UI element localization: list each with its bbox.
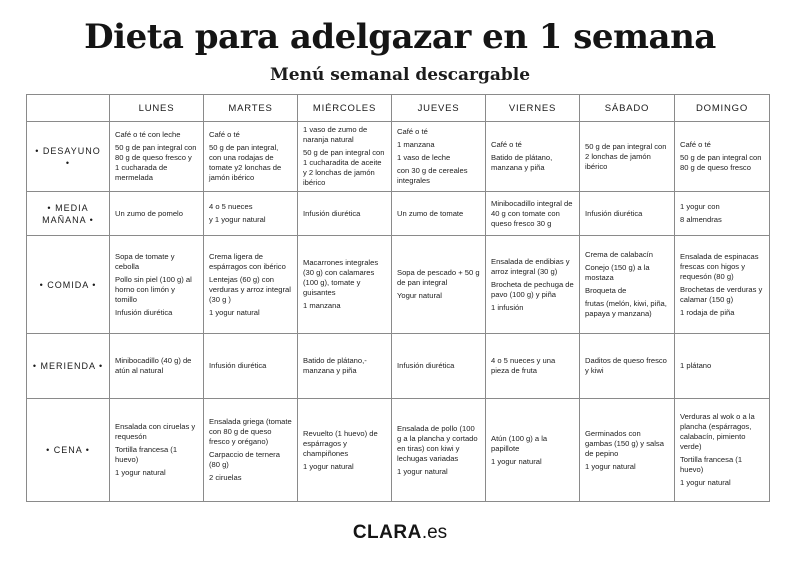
menu-cell (392, 399, 486, 502)
menu-item: Un zumo de pomelo (115, 208, 183, 218)
menu-item: Tortilla francesa (1 huevo) (115, 445, 178, 464)
menu-item: Tortilla francesa (1 huevo) (680, 455, 743, 474)
menu-cell (110, 122, 204, 192)
day-header: DOMINGO (675, 95, 770, 122)
menu-item: 50 g de pan integral con 80 g de queso fresco y 1 cucharada de mermelada (115, 143, 197, 182)
menu-cell (486, 192, 580, 236)
meal-label: • CENA • (27, 399, 110, 502)
page-title: Dieta para adelgazar en 1 semana (84, 17, 716, 57)
menu-item: Batido de plátano,- manzana y piña (303, 356, 367, 375)
day-header: VIERNES (486, 95, 580, 122)
day-header: JUEVES (392, 95, 486, 122)
menu-item: y 1 yogur natural (209, 215, 266, 224)
corner-cell (27, 95, 110, 122)
menu-item: 1 yogur natural (585, 461, 636, 471)
menu-item: Brochetas de verduras y calamar (150 g) (680, 284, 763, 304)
logo-brand: CLARA (352, 522, 422, 543)
menu-item: Daditos de queso fresco y kiwi (585, 356, 667, 375)
day-header: MIÉRCOLES (298, 95, 392, 122)
menu-item: Conejo (150 g) a la mostaza (585, 263, 650, 282)
menu-item: 8 almendras (680, 215, 722, 224)
menu-item: 1 infusión (491, 302, 524, 312)
weekly-menu-table (26, 94, 770, 502)
menu-item: Sopa de tomate y cebolla (115, 251, 175, 271)
meal-row (27, 334, 770, 399)
menu-item: Macarrones integrales (30 g) con calamares (100 g), tomate y guisantes (303, 258, 379, 297)
page-subtitle: Menú semanal descargable (269, 65, 531, 85)
meal-row (27, 399, 770, 502)
menu-cell (204, 399, 298, 502)
menu-item: 1 yogur natural (209, 307, 260, 317)
menu-cell (392, 334, 486, 399)
meal-label: • MEDIA MAÑANA • (27, 192, 110, 236)
menu-item: Ensalada de pollo (100 g a la plancha y cortado en tiras) con kiwi y lechugas variadas (397, 423, 478, 463)
menu-item: 1 yogur natural (303, 461, 354, 471)
menu-cell (392, 122, 486, 192)
menu-item: Batido de plátano, manzana y piña (491, 153, 553, 172)
clara-logo (0, 521, 800, 545)
menu-item: Verduras al wok o a la plancha (espárragos, calabacín, pimiento verde) (680, 412, 755, 451)
menu-item: Café o té (209, 130, 240, 139)
menu-cell (486, 334, 580, 399)
menu-cell (580, 399, 675, 502)
menu-cell (392, 192, 486, 236)
menu-item: 50 g de pan integral con 1 cucharadita de aceite y 2 lonchas de jamón ibérico (303, 148, 385, 187)
menu-item: Infusión diurética (303, 208, 361, 218)
menu-item: 1 plátano (680, 361, 712, 370)
menu-item: Ensalada de endibias y arroz integral (30 g) (491, 256, 570, 276)
menu-cell (675, 122, 770, 192)
menu-item: Broqueta de (585, 286, 627, 295)
menu-cell (392, 236, 486, 334)
menu-cell (204, 334, 298, 399)
menu-item: Minibocadillo integral de 40 g con tomate con queso fresco 30 g (491, 198, 573, 228)
menu-cell (110, 236, 204, 334)
menu-cell (110, 334, 204, 399)
menu-cell (580, 192, 675, 236)
menu-item: Ensalada de espinacas frescas con higos y requesón (80 g) (680, 251, 759, 281)
menu-item: Lentejas (60 g) con verduras y arroz integral (30 g ) (209, 274, 291, 304)
menu-item: Ensalada griega (tomate con 80 g de queso fresco y orégano) (209, 417, 292, 446)
menu-cell (298, 399, 392, 502)
menu-cell (298, 192, 392, 236)
menu-item: Pollo sin piel (100 g) al horno con limón y tomillo (115, 274, 192, 304)
meal-label: • COMIDA • (27, 236, 110, 334)
menu-cell (580, 236, 675, 334)
menu-item: 2 ciruelas (209, 473, 242, 482)
day-header: SÁBADO (580, 95, 675, 122)
menu-item: 1 vaso de zumo de naranja natural (303, 125, 368, 144)
meal-row (27, 122, 770, 192)
menu-cell (580, 334, 675, 399)
header-row (27, 95, 770, 122)
menu-cell (486, 122, 580, 192)
meal-label: • MERIENDA • (27, 334, 110, 399)
menu-item: Ensalada con ciruelas y requesón (115, 422, 196, 441)
menu-item: 50 g de pan integral con 80 g de queso fresco (680, 153, 762, 172)
menu-cell (298, 334, 392, 399)
menu-item: 50 g de pan integral, con una rodajas de tomate y2 lonchas de jamón ibérico (209, 143, 282, 182)
menu-item: 1 yogur con (680, 202, 720, 211)
day-header: LUNES (110, 95, 204, 122)
menu-cell (298, 236, 392, 334)
menu-item: Infusión diurética (397, 361, 455, 370)
menu-cell (486, 236, 580, 334)
menu-item: Café o té (491, 140, 522, 149)
menu-cell (675, 236, 770, 334)
menu-cell (204, 122, 298, 192)
menu-item: Infusión diurética (115, 307, 173, 317)
day-header: MARTES (204, 95, 298, 122)
menu-item: 1 yogur natural (491, 456, 542, 466)
menu-item: Café o té (397, 127, 428, 136)
menu-cell (486, 399, 580, 502)
menu-cell (580, 122, 675, 192)
menu-item: Café o té (680, 140, 711, 149)
menu-item: Crema de calabacín (585, 250, 653, 259)
menu-item: Atún (100 g) a la papillote (491, 433, 548, 453)
menu-cell (298, 122, 392, 192)
meal-row (27, 192, 770, 236)
menu-item: Un zumo de tomate (397, 208, 464, 218)
menu-item: 1 rodaja de piña (680, 307, 735, 317)
menu-item: 4 o 5 nueces y una pieza de fruta (491, 356, 556, 375)
menu-item: 1 manzana (303, 301, 341, 310)
menu-item: 4 o 5 nueces (209, 202, 253, 211)
menu-item: Germinados con gambas (150 g) y salsa de pepino (585, 428, 664, 458)
menu-item: Infusión diurética (585, 208, 643, 218)
menu-item: Carpaccio de ternera (80 g) (209, 450, 280, 469)
menu-item: 1 yogur natural (397, 466, 448, 476)
menu-item: Revuelto (1 huevo) de espárragos y champiñones (303, 428, 378, 458)
menu-item: Sopa de pescado + 50 g de pan integral (397, 268, 480, 287)
menu-item: con 30 g de cereales integrales (397, 166, 468, 185)
menu-item: Yogur natural (397, 291, 442, 300)
menu-item: 1 manzana (397, 140, 435, 149)
menu-cell (204, 236, 298, 334)
menu-cell (675, 192, 770, 236)
meal-label: • DESAYUNO • (27, 122, 110, 192)
menu-cell (204, 192, 298, 236)
menu-cell (110, 192, 204, 236)
menu-item: 1 yogur natural (680, 478, 731, 487)
menu-item: Infusión diurética (209, 361, 267, 370)
menu-item: 1 vaso de leche (397, 153, 451, 162)
menu-item: Crema ligera de espárragos con ibérico (209, 251, 286, 271)
menu-cell (675, 399, 770, 502)
menu-item: frutas (melón, kiwi, piña, papaya y manzana) (585, 299, 667, 318)
menu-item: Brocheta de pechuga de pavo (100 g) y piña (491, 279, 574, 299)
menu-cell (110, 399, 204, 502)
menu-item: Minibocadillo (40 g) de atún al natural (115, 356, 192, 375)
menu-item: 50 g de pan integral con 2 lonchas de jamón ibérico (585, 141, 667, 171)
menu-cell (675, 334, 770, 399)
meal-row (27, 236, 770, 334)
menu-item: 1 yogur natural (115, 468, 166, 477)
logo-tld: .es (421, 522, 448, 543)
menu-item: Café o té con leche (115, 130, 181, 139)
